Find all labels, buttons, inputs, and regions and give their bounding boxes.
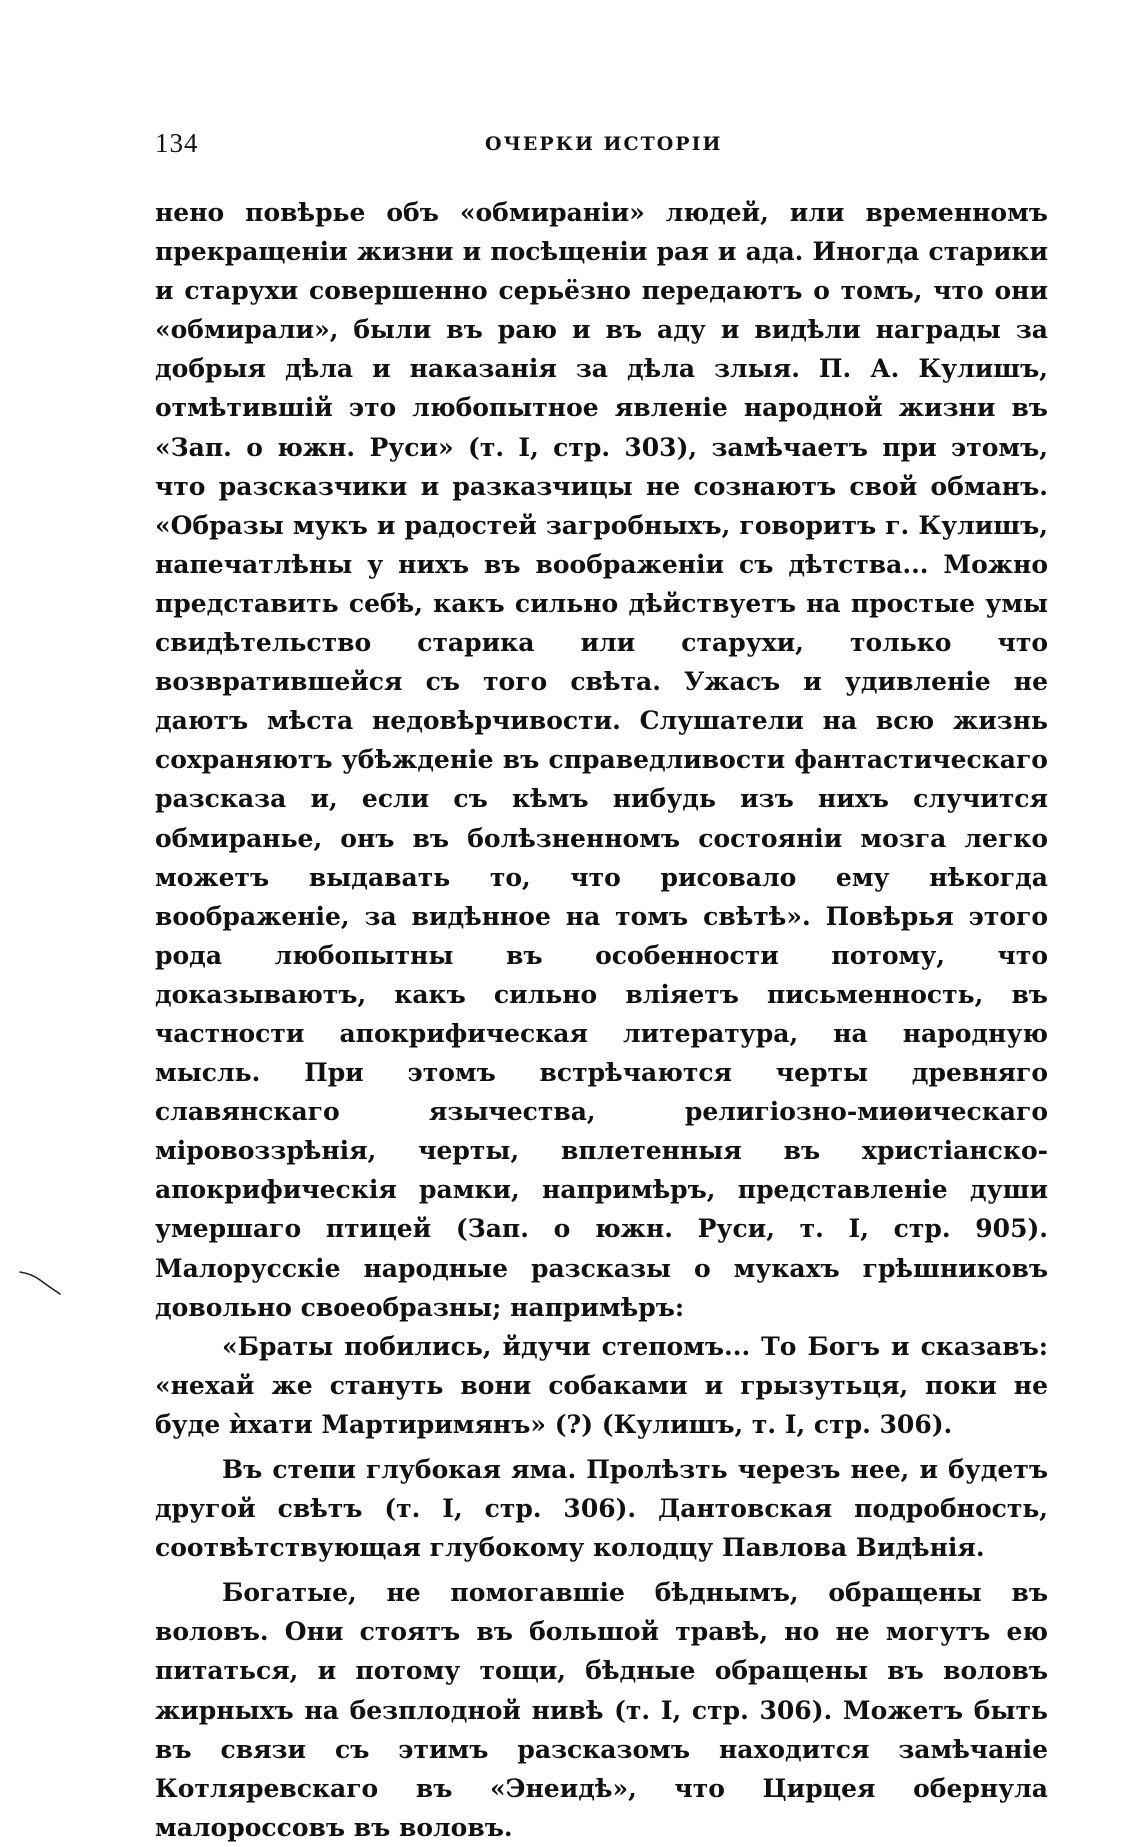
paragraph-continuation: нено повѣрье объ «обмираніи» людей, или временномъ прекращеніи жизни и посѣщеніи рая и ада. Иногда старики и старухи совершенно серьёзно передаютъ о томъ, что они «обмирали», были въ раю и въ аду и видѣли награды за добрыя дѣла и наказанія за дѣла злыя. П. А. Кулишъ, отмѣтившій это любопытное явленіе народной жизни въ «Зап. о южн. Руси» (т. I, стр. 303), замѣчаетъ при этомъ, что разсказчики и разказчицы не сознаютъ свой обманъ. «Образы мукъ и радостей загробныхъ, говоритъ г. Кулишъ, напечатлѣны у нихъ въ воображеніи съ дѣтства... Можно представить себѣ, какъ сильно дѣйствуетъ на простые умы свидѣтельство старика или старухи, только что возвратившейся съ того свѣта. Ужасъ и удивленіе не даютъ мѣста недовѣрчивости. Слушатели на всю жизнь сохраняютъ убѣжденіе въ справедливости фантастическаго разсказа и, если съ кѣмъ нибудь изъ нихъ случится обмиранье, онъ въ болѣзненномъ состояніи мозга легко можетъ выдавать то, что рисовало ему нѣкогда воображеніе, за видѣнное на томъ свѣтѣ». Повѣрья этого рода любопытны въ особенности потому, что доказываютъ, какъ сильно вліяетъ письменность, въ частности апокрифическая литература, на народную мысль. При этомъ встрѣчаются черты древняго славянскаго язычества, религіозно-миѳическаго міровоззрѣнія, черты, вплетенныя въ христіанско-апокрифическія рамки, напримѣръ, представленіе души умершаго птицей (Зап. о южн. Руси, т. I, стр. 905). Малорусскіе народные разсказы о мукахъ грѣшниковъ довольно своеобразны; напримѣръ: bbox=[155, 198, 1048, 1322]
running-title: ОЧЕРКИ ИСТОРІИ bbox=[485, 133, 723, 155]
page-header bbox=[155, 128, 1048, 168]
body-text bbox=[155, 193, 1048, 1847]
paragraph: Въ степи глубокая яма. Пролѣзть черезъ нее, и будетъ другой свѣтъ (т. I, стр. 306). Дантовская подробность, соотвѣтствующая глубокому колодцу Павлова Видѣнія. bbox=[155, 1455, 1048, 1563]
paragraph-quote: «Браты побились, йдучи степомъ... То Богъ и сказавъ: «нехай же стануть вони собаками и грызутьця, поки не буде ѝхати Мартиримянъ» (?) (Кулишъ, т. I, стр. 306). bbox=[155, 1331, 1048, 1439]
margin-pencil-mark bbox=[18, 1268, 62, 1298]
page-number: 134 bbox=[155, 128, 199, 158]
paragraph: Богатые, не помогавшіе бѣднымъ, обращены въ воловъ. Они стоятъ въ большой травѣ, но не могутъ ею питаться, и потому тощи, бѣдные обращены въ воловъ жирныхъ на безплодной нивѣ (т. I, стр. 306). Можетъ быть въ связи съ этимъ разсказомъ находится замѣчаніе Котляревскаго въ «Энеидѣ», что Цирцея обернула малороссовъ въ воловъ. bbox=[155, 1578, 1048, 1842]
